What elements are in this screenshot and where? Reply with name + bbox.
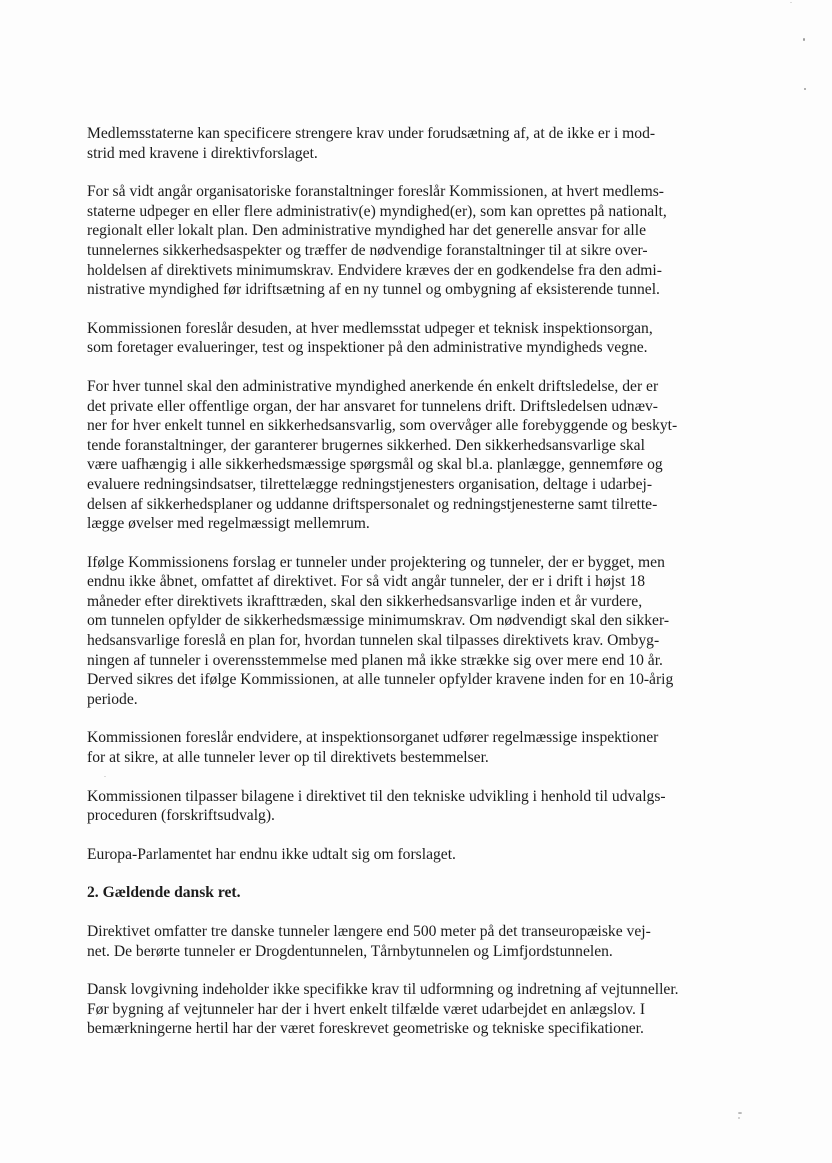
text-line: strid med kravene i direktivforslaget. (87, 144, 318, 162)
scan-speck (790, 2, 792, 3)
paragraph-stricter-requirements (87, 124, 755, 163)
text-line: regionalt eller lokalt plan. Den administrative myndighed har det generelle ansvar for alle (87, 222, 646, 240)
paragraph-tunnel-manager (87, 377, 755, 534)
text-line: Ifølge Kommissionens forslag er tunneler under projektering og tunneler, der er bygget, men (87, 553, 665, 571)
text-line: Kommissionen foreslår endvidere, at inspektionsorganet udfører regelmæssige inspektioner (87, 729, 659, 747)
text-line: tunnelernes sikkerhedsaspekter og træffer de nødvendige foranstaltninger til at sikre over- (87, 241, 648, 259)
scan-speck (804, 88, 806, 90)
text-line: Medlemsstaterne kan specificere strengere krav under forudsætning af, at de ikke er i mod- (87, 125, 656, 142)
text-line: måneder efter direktivets ikrafttræden, skal den sikkerhedsansvarlige inden et år vurdere, (87, 592, 643, 610)
text-line: lægge øvelser med regelmæssigt mellemrum. (87, 515, 370, 533)
scan-speck (803, 38, 805, 41)
document-body (87, 124, 755, 1058)
text-line: For så vidt angår organisatoriske foranstaltninger foreslår Kommissionen, at hvert medlems- (87, 183, 664, 201)
text-line: Kommissionen tilpasser bilagene i direktivet til den tekniske udvikling i henhold til udvalgs- (87, 787, 666, 805)
text-line: bemærkningerne hertil har der været foreskrevet geometriske og tekniske specifikationer. (87, 1020, 644, 1038)
text-line: hedsansvarlige foreslå en plan for, hvordan tunnelen skal tilpasses direktivets krav. Ombyg- (87, 632, 660, 650)
text-line: staterne udpeger en eller flere administrativ(e) myndighed(er), som kan oprettes på nationalt, (87, 202, 667, 220)
text-line: Direktivet omfatter tre danske tunneler længere end 500 meter på det transeuropæiske vej- (87, 923, 651, 940)
text-line: være uafhængig i alle sikkerhedsmæssige spørgsmål og skal bl.a. planlægge, gennemføre og (87, 456, 663, 474)
text-line: endnu ikke åbnet, omfattet af direktivet. For så vidt angår tunneler, der er i drift i højst 18 (87, 573, 645, 591)
scan-speck (104, 776, 106, 777)
paragraph-european-parliament (87, 845, 755, 865)
text-line: Derved sikres det ifølge Kommissionen, at alle tunneler opfylder kravene inden for en 10-årig (87, 671, 674, 689)
text-line: tende foranstaltninger, der garanterer brugernes sikkerhed. Den sikkerhedsansvarlige skal (87, 436, 645, 454)
text-line: evaluere redningsindsatser, tilrettelægge redningstjenesters organisation, deltage i udarbej- (87, 475, 653, 493)
section-heading: 2. Gældende dansk ret. (87, 884, 241, 902)
text-line: delsen af sikkerhedsplaner og uddanne driftspersonalet og redningstjenesterne samt tilrette- (87, 495, 658, 513)
paragraph-organisational-measures (87, 182, 755, 300)
paragraph-danish-legislation (87, 980, 755, 1039)
text-line: om tunnelen opfylder de sikkerhedsmæssige minimumskrav. Om nødvendigt skal den sikker- (87, 612, 670, 630)
text-line: ner for hver enkelt tunnel en sikkerhedsansvarlig, som overvåger alle forebyggende og beskyt- (87, 417, 678, 435)
text-line: Før bygning af vejtunneler har der i hvert enkelt tilfælde været udarbejdet en anlægslov. I (87, 1000, 646, 1018)
paragraph-danish-tunnels (87, 922, 755, 961)
paragraph-scope-of-tunnels (87, 553, 755, 710)
text-line: ningen af tunneler i overensstemmelse med planen må ikke strække sig over mere end 10 år. (87, 651, 663, 669)
text-line: det private eller offentlige organ, der har ansvaret for tunnelens drift. Driftsledelsen udnæv- (87, 397, 658, 415)
text-line: nistrative myndighed før idriftsætning af en ny tunnel og ombygning af eksisterende tunnel. (87, 281, 660, 299)
text-line: Dansk lovgivning indeholder ikke specifikke krav til udformning og indretning af vejtunneller. (87, 981, 679, 999)
text-line: periode. (87, 690, 138, 708)
paragraph-regular-inspections (87, 728, 755, 767)
scan-speck (738, 1112, 742, 1114)
text-line: proceduren (forskriftsudvalg). (87, 807, 275, 825)
paragraph-inspection-body (87, 319, 755, 358)
text-line: for at sikre, at alle tunneler lever op til direktivets bestemmelser. (87, 749, 489, 767)
paragraph-annex-adaptation (87, 787, 755, 826)
text-line: Europa-Parlamentet har endnu ikke udtalt sig om forslaget. (87, 845, 456, 863)
text-line: Kommissionen foreslår desuden, at hver medlemsstat udpeger et teknisk inspektionsorgan, (87, 319, 653, 337)
text-line: holdelsen af direktivets minimumskrav. Endvidere kræves der en godkendelse fra den admi- (87, 261, 662, 279)
scan-speck (738, 1117, 740, 1119)
text-line: som foretager evalueringer, test og inspektioner på den administrative myndigheds vegne. (87, 339, 648, 357)
text-line: For hver tunnel skal den administrative myndighed anerkende én enkelt driftsledelse, der er (87, 377, 659, 395)
text-line: net. De berørte tunneler er Drogdentunnelen, Tårnbytunnelen og Limfjordstunnelen. (87, 942, 613, 960)
